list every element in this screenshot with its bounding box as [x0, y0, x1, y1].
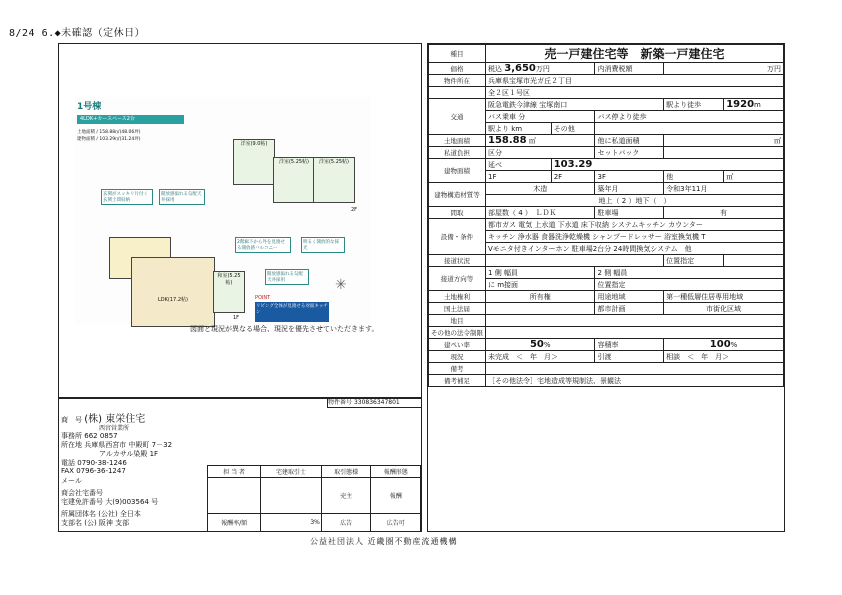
station: 阪急電鉄今津線 宝塚南口 [486, 99, 664, 111]
tel: 0790-38-1246 [77, 459, 127, 467]
room-japanese: 和室(5.25帖) [213, 271, 245, 313]
note-ceiling-2f: 開放感溢れる勾配天井採用 [159, 189, 205, 205]
building-area: 103.29 [551, 159, 783, 171]
footer-organization: 公益社団法人 近畿圏不動産流通機構 [310, 537, 458, 546]
point-label: POINT [255, 295, 271, 301]
floorplan-frame [58, 43, 422, 399]
company-block: 物件番号 330836347801 商 号 (株) 東栄住宅 西宮営業所 事務所 662 0857 所在地 兵庫県西宮市 中殿町 7－32 アルカサル染殿 1F 電話 0790-38-1246 FAX 0796-36-1247 メール 商会社宅番号 宅建免許番号 大(9)003564 号 所属団体名 (公社) 全日本 支部名 (公) 阪神 支部 担 当 者 宅建取引士 取引態様 報酬形態 売主 報酬 報酬率/額 3% 広告 広告可 [58, 397, 422, 532]
trade-name: (株) 東栄住宅 [84, 414, 146, 425]
point-text: リビング全体が見渡せる対面キッチン [255, 302, 329, 322]
room-ldk: LDK(17.2帖) [131, 257, 215, 327]
note-balcony: 2階廊下から外を見渡せる開放感バルコニー [235, 237, 291, 253]
unit-label: 1号棟 [77, 102, 102, 112]
land-area: 158.88 [488, 135, 527, 146]
note-daylight: 明るく開放的な採光 [301, 237, 345, 253]
layout: 部屋数（ 4 ） ＬＤＫ [486, 207, 595, 219]
room-western-2f-a: 洋室(9.0帖) [233, 139, 275, 185]
building-area-text: 建物面積 / 103.29㎡(31.24坪) [77, 137, 141, 142]
price: 3,650 [504, 63, 536, 74]
address: 兵庫県宝塚市光ガ丘２丁目 [486, 75, 784, 87]
branch: 西宮営業所 [99, 425, 130, 432]
note-ceiling-1f: 開放感溢れる勾配天井採用 [265, 269, 309, 285]
floorplan-panel [75, 97, 371, 325]
header-date-line: 8/24 6.◆未確認（定休日） [9, 28, 146, 39]
land-area-text: 土地面積 / 158.88㎡(48.06坪) [77, 130, 141, 135]
detail-table: 種目 売一戸建住宅等 新築一戸建住宅 価格 税込 3,650万円 内消費税額 万円 物件所在 兵庫県宝塚市光ガ丘２丁目 全２区１号区 交通 阪急電鉄今津線 宝塚南口 駅より徒歩 1920m バス乗車 分 バス停より徒歩 駅より km その他 土地面積 158.88 ㎡ 他に私道面積 ㎡ 私道負担 区分 セットバック 建物面積 延べ 103.29 1F 2F 3F 他 ㎡ 建物構造材質等 木造 築年月 令和3年11月 地上（ 2 ）地下（ ） 間取 部屋数（ 4 ） ＬＤＫ 駐車場 有 設備・条件 都市ガス 電気 上水道 下水道 床下収納 システムキッチン カウンター キッチン 浄水器 食器洗浄乾燥機 シャンプードレッサー 浴室換気機 T Vモニタ付きインターホン 駐車場2台分 24時間換気システム 他 接道状況 位置指定 接道方向等 1 側 幅員 2 側 幅員 に m接面 位置指定 土地権利 所有権 用途地域 第一種低層住居専用地域 国土法届 都市計画 市街化区域 地目 その他の法令制限 建ぺい率 50% 容積率 100% 現況 未完成 ＜ 年 月＞ 引渡 相談 ＜ 年 月＞ 備考 備考補足 ［その他法令］宅地造成等規制法、景観法 [427, 43, 785, 532]
floor-label-2f: 2F [351, 207, 358, 213]
room-western-2f-b: 洋室(5.25帖) [273, 157, 315, 203]
property-number: 物件番号 330836347801 [327, 397, 422, 408]
compass-icon: ✳ [335, 277, 347, 293]
note-storage: 玄関がスッキリ片付く玄関土間収納 [101, 189, 153, 205]
plan-caption: 図面と現況が異なる場合、現況を優先させていただきます。 [190, 325, 379, 333]
property-type: 売一戸建住宅等 新築一戸建住宅 [486, 45, 784, 63]
unit-sub: 4LDK+カースペース2台 [77, 115, 184, 124]
floor-label-1f: 1F [233, 315, 240, 321]
room-western-2f-c: 洋室(5.25帖) [313, 157, 355, 203]
fee-table: 担 当 者 宅建取引士 取引態様 報酬形態 売主 報酬 報酬率/額 3% 広告 広告可 [207, 465, 421, 532]
